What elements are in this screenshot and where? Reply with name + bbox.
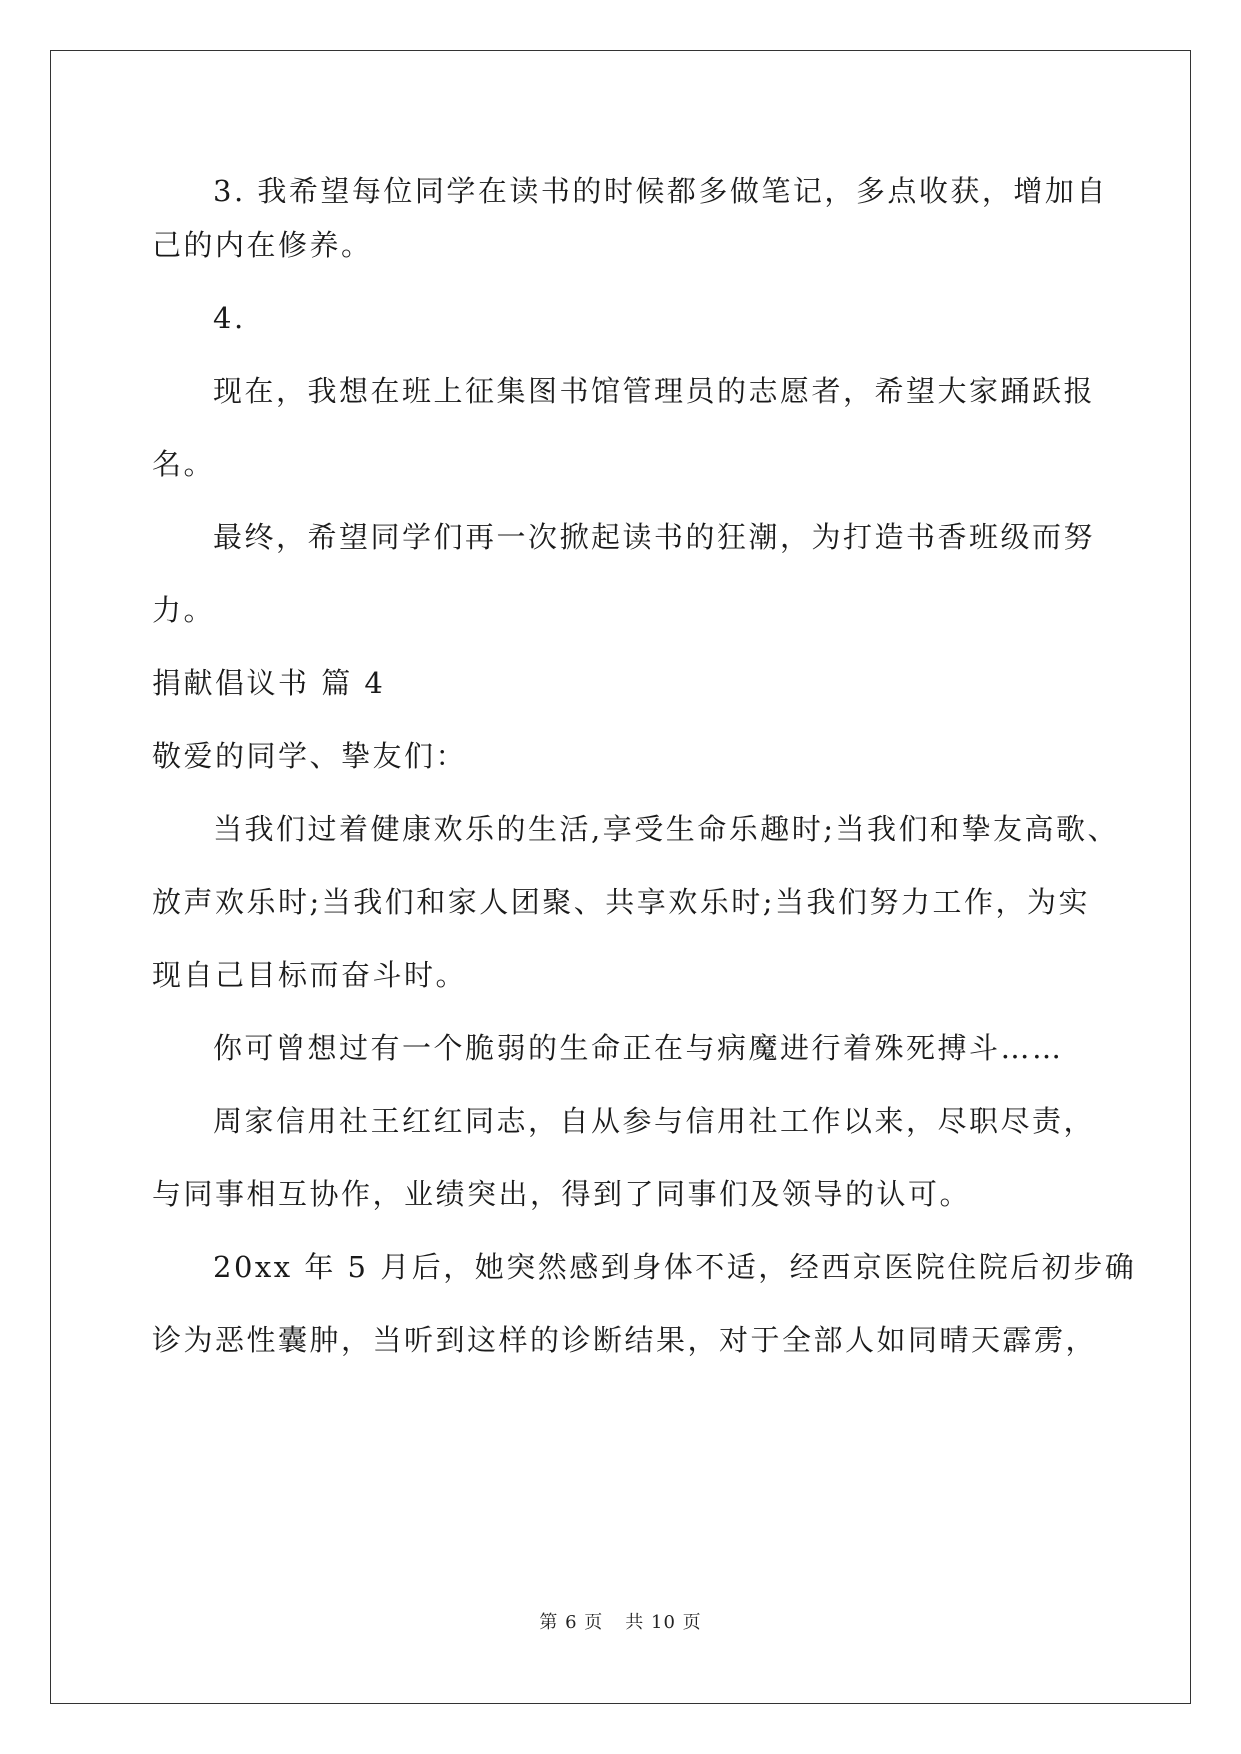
paragraph-line: 放声欢乐时;当我们和家人团聚、共享欢乐时;当我们努力工作，为实: [152, 885, 1091, 919]
paragraph-line: 周家信用社王红红同志，自从参与信用社工作以来，尽职尽责，: [213, 1104, 1096, 1138]
paragraph-line: 名。: [152, 447, 216, 481]
paragraph-line: 最终，希望同学们再一次掀起读书的狂潮，为打造书香班级而努: [213, 520, 1096, 554]
page-number-current: 第 6 页: [539, 1612, 604, 1633]
paragraph-line: 你可曾想过有一个脆弱的生命正在与病魔进行着殊死搏斗……: [213, 1031, 1064, 1065]
paragraph-line: 20xx 年 5 月后，她突然感到身体不适，经西京医院住院后初步确: [213, 1250, 1137, 1284]
paragraph-line: 现自己目标而奋斗时。: [152, 958, 468, 992]
paragraph-line: 4.: [213, 301, 246, 335]
paragraph-line: 当我们过着健康欢乐的生活,享受生命乐趣时;当我们和挚友高歌、: [213, 812, 1119, 846]
salutation: 敬爱的同学、挚友们：: [152, 739, 468, 773]
paragraph-line: 己的内在修养。: [152, 228, 373, 262]
paragraph-line: 现在，我想在班上征集图书馆管理员的志愿者，希望大家踊跃报: [213, 374, 1096, 408]
page-footer: [0, 1611, 1241, 1635]
paragraph-line: 诊为恶性囊肿，当听到这样的诊断结果，对于全部人如同晴天霹雳，: [152, 1323, 1098, 1357]
section-heading: 捐献倡议书 篇 4: [152, 666, 386, 700]
paragraph-line: 与同事相互协作，业绩突出，得到了同事们及领导的认可。: [152, 1177, 972, 1211]
page-number-total: 共 10 页: [625, 1612, 702, 1633]
paragraph-line: 力。: [152, 593, 216, 627]
paragraph-line: 3. 我希望每位同学在读书的时候都多做笔记，多点收获，增加自: [213, 174, 1108, 208]
